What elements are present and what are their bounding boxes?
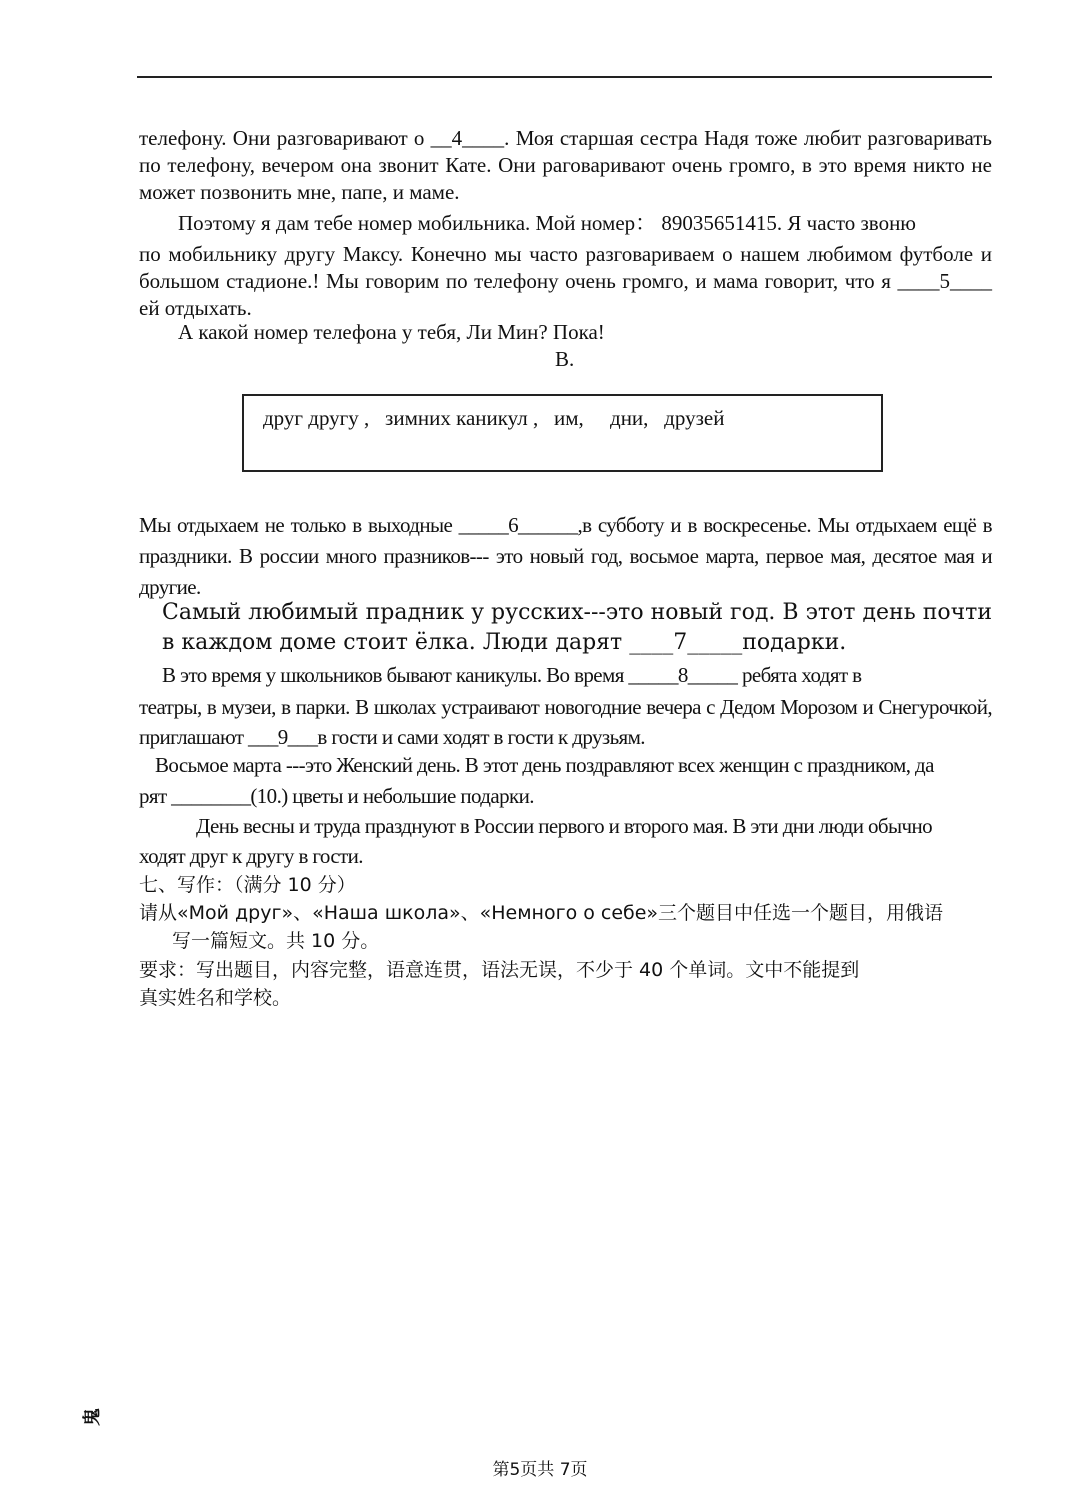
paragraph-telephone-1: телефону. Они разговаривают о __4____. Моя старшая сестра Надя тоже любит разговаривать по телефону, вечером она звонит Кате. Они раговаривают очень громго, в это время никто не может позвонить мне, папе, и маме. [139, 126, 992, 204]
paragraph-march-8-line1: Восьмое марта ---это Женский день. В этот день поздравляют всех женщин с праздником, да [155, 753, 934, 777]
top-rule [137, 76, 992, 78]
side-mark: 鬼 [82, 1408, 103, 1426]
paragraph-school-line1: В это время у школьников бывают каникулы. Во время _____8_____ ребята ходят в [162, 663, 862, 687]
paragraph-march-8-line2: рят ________(10.) цветы и небольшие подарки. [139, 784, 534, 808]
section-b-label: B. [555, 347, 575, 371]
writing-task-line2: 写一篇短文。共 10 分。 [172, 930, 380, 952]
paragraph-new-year: Самый любимый прадник у русских---это новый год. В этот день почти в каждом доме стоит ёлка. Люди дарят ____7_____подарки. [162, 600, 992, 655]
writing-requirements-line2: 真实姓名和学校。 [139, 987, 292, 1009]
paragraph-telephone-2-line1: Поэтому я дам тебе номер мобильника. Мой номер： 89035651415. Я часто звоню [178, 211, 916, 235]
word-bank-text: друг другу , зимних каникул , им, дни, друзей [263, 406, 725, 430]
paragraph-holidays-1: Мы отдыхаем не только в выходные _____6______,в субботу и в воскресенье. Мы отдыхаем ещё в праздники. В россии много празников--- это новый год, восьмое марта, первое мая, десятое мая и другие. [139, 513, 992, 599]
writing-requirements-line1: 要求：写出题目，内容完整，语意连贯，语法无误，不少于 40 个单词。文中不能提到 [139, 959, 860, 981]
writing-heading: 七、写作：（满分 10 分） [139, 874, 356, 896]
paragraph-may-line2: ходят друг к другу в гости. [139, 844, 363, 868]
paragraph-telephone-2-rest: по мобильнику другу Максу. Конечно мы часто разговариваем о нашем любимом футболе и большом стадионе.! Мы говорим по телефону очень громго, и мама говорит, что я ____5____ ей отдыхать. [139, 242, 992, 320]
page-footer: 第5页共 7页 [492, 1460, 588, 1480]
writing-task-line1: 请从«Мой друг»、«Наша школа»、«Немного о себе»三个题目中任选一个题目，用俄语 [139, 902, 944, 924]
paragraph-school-rest: театры, в музеи, в парки. В школах устраивают новогодние вечера с Дедом Морозом и Снегурочкой, приглашают ___9___в гости и сами ходят в гости к друзьям. [139, 695, 992, 749]
paragraph-telephone-3: А какой номер телефона у тебя, Ли Мин? Пока! [178, 320, 605, 344]
word-bank-box [242, 394, 883, 472]
paragraph-may-line1: День весны и труда празднуют в России первого и второго мая. В эти дни люди обычно [196, 814, 932, 838]
